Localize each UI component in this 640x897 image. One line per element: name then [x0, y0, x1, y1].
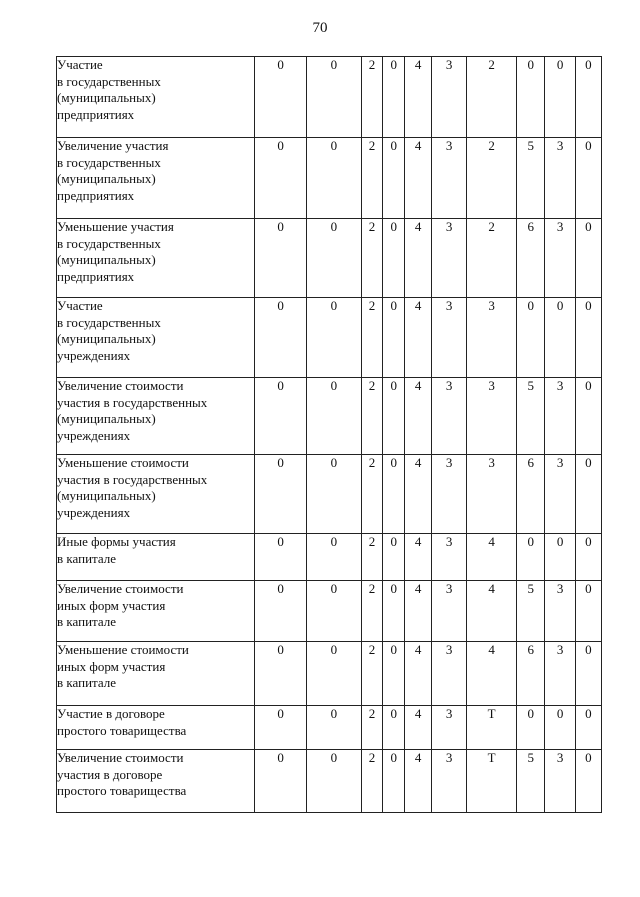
- row-description-cell: [57, 455, 255, 534]
- code-digit-cell: 4: [405, 138, 432, 219]
- code-digit-cell: 0: [254, 138, 306, 219]
- row-description: Участие в договоре простого товарищества: [57, 706, 187, 738]
- code-digit-cell: 0: [575, 534, 601, 581]
- code-digit-cell: 2: [361, 750, 383, 813]
- code-digit-cell: 0: [575, 219, 601, 298]
- code-digit-cell: 0: [307, 750, 361, 813]
- row-description: Увеличение участия в государственных (муниципальных) предприятиях: [57, 138, 169, 203]
- code-digit-cell: 2: [361, 455, 383, 534]
- row-description-cell: [57, 534, 255, 581]
- code-digit-cell: 0: [254, 534, 306, 581]
- code-digit-cell: 0: [383, 298, 405, 378]
- code-digit-cell: 0: [254, 750, 306, 813]
- code-digit-cell: 3: [432, 57, 467, 138]
- code-digit-cell: 4: [467, 642, 517, 706]
- code-digit-cell: 2: [361, 219, 383, 298]
- code-digit-cell: 0: [383, 138, 405, 219]
- row-description-cell: [57, 378, 255, 455]
- code-digit-cell: 0: [575, 378, 601, 455]
- code-digit-cell: 3: [432, 750, 467, 813]
- row-description: Иные формы участия в капитале: [57, 534, 176, 566]
- code-digit-cell: 3: [432, 642, 467, 706]
- row-description-cell: [57, 642, 255, 706]
- code-digit-cell: 0: [254, 642, 306, 706]
- code-digit-cell: 3: [432, 219, 467, 298]
- code-digit-cell: 0: [575, 138, 601, 219]
- table-row: [57, 378, 602, 455]
- code-digit-cell: 3: [432, 298, 467, 378]
- code-digit-cell: 5: [517, 138, 545, 219]
- code-digit-cell: Т: [467, 706, 517, 750]
- row-description: Увеличение стоимости иных форм участия в капитале: [57, 581, 184, 629]
- code-digit-cell: 0: [383, 581, 405, 642]
- code-digit-cell: 4: [405, 642, 432, 706]
- table-row: [57, 219, 602, 298]
- row-description-cell: [57, 750, 255, 813]
- code-digit-cell: 0: [383, 750, 405, 813]
- code-digit-cell: 0: [254, 57, 306, 138]
- code-digit-cell: 6: [517, 642, 545, 706]
- code-digit-cell: 0: [254, 378, 306, 455]
- code-digit-cell: 0: [575, 706, 601, 750]
- code-digit-cell: 3: [432, 581, 467, 642]
- code-digit-cell: 0: [545, 706, 575, 750]
- row-description: Уменьшение стоимости участия в государственных (муниципальных) учреждениях: [57, 455, 208, 520]
- code-digit-cell: 0: [517, 706, 545, 750]
- code-digit-cell: 2: [467, 57, 517, 138]
- code-digit-cell: 4: [405, 378, 432, 455]
- code-digit-cell: 0: [383, 642, 405, 706]
- code-digit-cell: 3: [432, 534, 467, 581]
- code-digit-cell: 3: [467, 455, 517, 534]
- code-digit-cell: 2: [361, 581, 383, 642]
- code-digit-cell: 0: [517, 57, 545, 138]
- code-digit-cell: 2: [361, 138, 383, 219]
- code-digit-cell: Т: [467, 750, 517, 813]
- code-digit-cell: 3: [545, 378, 575, 455]
- table-row: [57, 750, 602, 813]
- code-digit-cell: 3: [432, 706, 467, 750]
- code-digit-cell: 5: [517, 581, 545, 642]
- code-digit-cell: 2: [361, 378, 383, 455]
- row-description-cell: [57, 581, 255, 642]
- code-digit-cell: 0: [575, 642, 601, 706]
- code-digit-cell: 0: [383, 219, 405, 298]
- code-digit-cell: 0: [383, 706, 405, 750]
- code-digit-cell: 0: [254, 298, 306, 378]
- row-description: Участие в государственных (муниципальных) учреждениях: [57, 298, 161, 363]
- code-digit-cell: 2: [361, 534, 383, 581]
- code-digit-cell: 0: [254, 219, 306, 298]
- table-frame: [56, 56, 602, 813]
- code-digit-cell: 4: [405, 581, 432, 642]
- code-digit-cell: 3: [545, 455, 575, 534]
- code-digit-cell: 0: [307, 57, 361, 138]
- row-description-cell: [57, 706, 255, 750]
- table-row: [57, 706, 602, 750]
- code-digit-cell: 0: [575, 750, 601, 813]
- code-digit-cell: 0: [307, 534, 361, 581]
- code-digit-cell: 0: [575, 57, 601, 138]
- row-description: Уменьшение стоимости иных форм участия в капитале: [57, 642, 189, 690]
- code-digit-cell: 0: [545, 298, 575, 378]
- table-row: [57, 455, 602, 534]
- code-digit-cell: 0: [254, 706, 306, 750]
- code-digit-cell: 4: [467, 534, 517, 581]
- code-digit-cell: 0: [517, 298, 545, 378]
- code-digit-cell: 6: [517, 455, 545, 534]
- code-digit-cell: 3: [467, 378, 517, 455]
- code-digit-cell: 3: [432, 138, 467, 219]
- code-digit-cell: 4: [405, 298, 432, 378]
- row-description-cell: [57, 138, 255, 219]
- code-digit-cell: 2: [467, 219, 517, 298]
- code-digit-cell: 3: [545, 581, 575, 642]
- code-digit-cell: 0: [575, 298, 601, 378]
- row-description: Участие в государственных (муниципальных) предприятиях: [57, 57, 161, 122]
- code-digit-cell: 0: [575, 581, 601, 642]
- code-digit-cell: 4: [467, 581, 517, 642]
- code-digit-cell: 6: [517, 219, 545, 298]
- row-description-cell: [57, 57, 255, 138]
- code-digit-cell: 0: [545, 534, 575, 581]
- code-digit-cell: 0: [307, 378, 361, 455]
- code-digit-cell: 0: [307, 298, 361, 378]
- table-row: [57, 581, 602, 642]
- code-digit-cell: 0: [307, 642, 361, 706]
- code-digit-cell: 4: [405, 706, 432, 750]
- table-row: [57, 534, 602, 581]
- table-row: [57, 642, 602, 706]
- code-digit-cell: 4: [405, 219, 432, 298]
- code-digit-cell: 0: [517, 534, 545, 581]
- code-digit-cell: 0: [307, 455, 361, 534]
- code-digit-cell: 4: [405, 455, 432, 534]
- code-digit-cell: 0: [383, 378, 405, 455]
- page-number: 70: [312, 20, 328, 36]
- code-digit-cell: 3: [545, 138, 575, 219]
- code-digit-cell: 0: [307, 219, 361, 298]
- code-digit-cell: 3: [545, 750, 575, 813]
- code-digit-cell: 0: [307, 581, 361, 642]
- code-digit-cell: 0: [307, 706, 361, 750]
- code-digit-cell: 0: [383, 455, 405, 534]
- code-digit-cell: 0: [545, 57, 575, 138]
- code-digit-cell: 4: [405, 534, 432, 581]
- code-digit-cell: 0: [254, 455, 306, 534]
- code-digit-cell: 3: [467, 298, 517, 378]
- row-description-cell: [57, 219, 255, 298]
- code-digit-cell: 0: [307, 138, 361, 219]
- code-digit-cell: 3: [545, 219, 575, 298]
- code-digit-cell: 3: [432, 378, 467, 455]
- code-digit-cell: 0: [575, 455, 601, 534]
- table-row: [57, 298, 602, 378]
- code-digit-cell: 0: [383, 57, 405, 138]
- row-description: Увеличение стоимости участия в договоре простого товарищества: [57, 750, 187, 798]
- code-digit-cell: 0: [254, 581, 306, 642]
- code-digit-cell: 2: [361, 298, 383, 378]
- code-digit-cell: 4: [405, 57, 432, 138]
- code-digit-cell: 5: [517, 378, 545, 455]
- code-digit-cell: 3: [545, 642, 575, 706]
- code-digit-cell: 2: [361, 642, 383, 706]
- row-description-cell: [57, 298, 255, 378]
- row-description: Увеличение стоимости участия в государственных (муниципальных) учреждениях: [57, 378, 208, 443]
- classification-table: [56, 56, 602, 813]
- code-digit-cell: 3: [432, 455, 467, 534]
- code-digit-cell: 2: [361, 57, 383, 138]
- row-description: Уменьшение участия в государственных (муниципальных) предприятиях: [57, 219, 174, 284]
- table-row: [57, 138, 602, 219]
- table-row: [57, 57, 602, 138]
- code-digit-cell: 4: [405, 750, 432, 813]
- code-digit-cell: 5: [517, 750, 545, 813]
- code-digit-cell: 0: [383, 534, 405, 581]
- code-digit-cell: 2: [361, 706, 383, 750]
- code-digit-cell: 2: [467, 138, 517, 219]
